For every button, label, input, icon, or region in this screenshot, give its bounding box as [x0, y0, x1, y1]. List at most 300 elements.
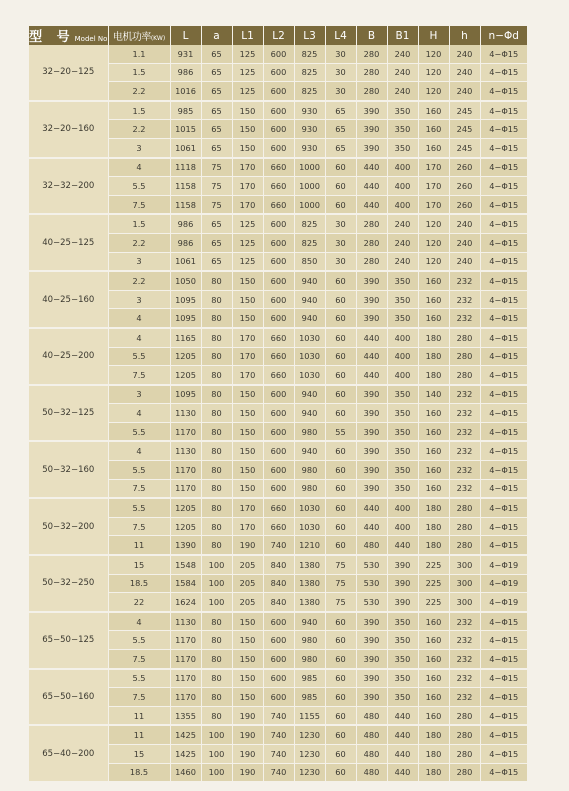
value-cell: 160	[418, 669, 449, 688]
value-cell: 120	[418, 63, 449, 82]
value-cell: 400	[387, 195, 418, 214]
value-cell: 1000	[294, 195, 325, 214]
value-cell: 350	[387, 479, 418, 498]
table-row	[29, 328, 527, 347]
table-row	[29, 725, 527, 744]
value-cell: 350	[387, 612, 418, 631]
value-cell: 530	[356, 574, 387, 593]
power-cell: 3	[108, 138, 170, 157]
value-cell: 232	[449, 404, 480, 423]
value-cell: 170	[232, 158, 263, 177]
table-row	[29, 271, 527, 290]
value-cell: 160	[418, 138, 449, 157]
value-cell: 150	[232, 650, 263, 669]
value-cell: 600	[263, 650, 294, 669]
value-cell: 400	[387, 498, 418, 517]
header-col-l4: L4	[325, 26, 356, 45]
model-cell: 50−32−200	[29, 498, 108, 555]
table-row	[29, 498, 527, 517]
value-cell: 660	[263, 366, 294, 385]
value-cell: 980	[294, 479, 325, 498]
value-cell: 600	[263, 669, 294, 688]
value-cell: 60	[325, 650, 356, 669]
value-cell: 4−Φ15	[480, 404, 527, 423]
value-cell: 350	[387, 422, 418, 441]
value-cell: 80	[201, 612, 232, 631]
value-cell: 4−Φ15	[480, 498, 527, 517]
value-cell: 1061	[170, 252, 201, 271]
power-cell: 7.5	[108, 479, 170, 498]
value-cell: 150	[232, 669, 263, 688]
value-cell: 245	[449, 101, 480, 120]
value-cell: 4−Φ15	[480, 63, 527, 82]
value-cell: 80	[201, 347, 232, 366]
value-cell: 280	[356, 252, 387, 271]
value-cell: 390	[356, 669, 387, 688]
value-cell: 60	[325, 536, 356, 555]
value-cell: 440	[356, 517, 387, 536]
power-cell: 3	[108, 252, 170, 271]
value-cell: 80	[201, 498, 232, 517]
value-cell: 4−Φ15	[480, 328, 527, 347]
power-cell: 1.5	[108, 214, 170, 233]
value-cell: 440	[356, 498, 387, 517]
value-cell: 100	[201, 574, 232, 593]
value-cell: 930	[294, 120, 325, 139]
value-cell: 480	[356, 744, 387, 763]
value-cell: 600	[263, 252, 294, 271]
value-cell: 150	[232, 479, 263, 498]
value-cell: 240	[449, 45, 480, 63]
value-cell: 140	[418, 385, 449, 404]
table-row	[29, 158, 527, 177]
value-cell: 600	[263, 214, 294, 233]
value-cell: 55	[325, 422, 356, 441]
power-cell: 11	[108, 725, 170, 744]
value-cell: 180	[418, 498, 449, 517]
power-cell: 4	[108, 404, 170, 423]
header-model-zh: 型 号	[29, 30, 75, 45]
value-cell: 1130	[170, 441, 201, 460]
table-row	[29, 612, 527, 631]
model-cell: 50−32−160	[29, 441, 108, 498]
value-cell: 60	[325, 177, 356, 196]
value-cell: 4−Φ15	[480, 82, 527, 101]
value-cell: 150	[232, 138, 263, 157]
value-cell: 1170	[170, 479, 201, 498]
value-cell: 986	[170, 63, 201, 82]
value-cell: 440	[387, 744, 418, 763]
value-cell: 80	[201, 290, 232, 309]
value-cell: 1230	[294, 744, 325, 763]
value-cell: 980	[294, 650, 325, 669]
value-cell: 232	[449, 271, 480, 290]
value-cell: 280	[449, 498, 480, 517]
value-cell: 400	[387, 158, 418, 177]
value-cell: 390	[356, 138, 387, 157]
value-cell: 390	[356, 479, 387, 498]
value-cell: 170	[232, 498, 263, 517]
value-cell: 440	[356, 177, 387, 196]
value-cell: 160	[418, 631, 449, 650]
value-cell: 60	[325, 612, 356, 631]
value-cell: 80	[201, 309, 232, 328]
value-cell: 440	[387, 725, 418, 744]
value-cell: 80	[201, 271, 232, 290]
value-cell: 350	[387, 101, 418, 120]
value-cell: 150	[232, 612, 263, 631]
value-cell: 150	[232, 101, 263, 120]
value-cell: 600	[263, 631, 294, 650]
value-cell: 232	[449, 422, 480, 441]
value-cell: 1390	[170, 536, 201, 555]
value-cell: 160	[418, 441, 449, 460]
value-cell: 980	[294, 461, 325, 480]
value-cell: 80	[201, 441, 232, 460]
value-cell: 660	[263, 177, 294, 196]
value-cell: 245	[449, 120, 480, 139]
value-cell: 300	[449, 574, 480, 593]
value-cell: 400	[387, 347, 418, 366]
table-row	[29, 101, 527, 120]
value-cell: 4−Φ15	[480, 214, 527, 233]
value-cell: 390	[356, 404, 387, 423]
value-cell: 440	[356, 366, 387, 385]
value-cell: 4−Φ15	[480, 479, 527, 498]
value-cell: 740	[263, 744, 294, 763]
power-cell: 15	[108, 555, 170, 574]
value-cell: 840	[263, 574, 294, 593]
value-cell: 1050	[170, 271, 201, 290]
value-cell: 1205	[170, 347, 201, 366]
model-cell: 32−20−160	[29, 101, 108, 158]
value-cell: 60	[325, 195, 356, 214]
power-cell: 2.2	[108, 233, 170, 252]
value-cell: 825	[294, 233, 325, 252]
value-cell: 940	[294, 309, 325, 328]
value-cell: 4−Φ15	[480, 252, 527, 271]
value-cell: 125	[232, 45, 263, 63]
value-cell: 400	[387, 177, 418, 196]
value-cell: 1030	[294, 517, 325, 536]
value-cell: 600	[263, 45, 294, 63]
value-cell: 4−Φ15	[480, 385, 527, 404]
header-power-zh: 电机功率	[112, 32, 151, 43]
value-cell: 986	[170, 214, 201, 233]
model-cell: 32−20−125	[29, 45, 108, 101]
value-cell: 1170	[170, 422, 201, 441]
table-row	[29, 441, 527, 460]
value-cell: 80	[201, 688, 232, 707]
value-cell: 740	[263, 706, 294, 725]
value-cell: 1130	[170, 404, 201, 423]
value-cell: 1030	[294, 347, 325, 366]
value-cell: 190	[232, 725, 263, 744]
value-cell: 390	[356, 461, 387, 480]
value-cell: 930	[294, 101, 325, 120]
value-cell: 1030	[294, 366, 325, 385]
value-cell: 600	[263, 63, 294, 82]
model-cell: 40−25−160	[29, 271, 108, 328]
value-cell: 120	[418, 45, 449, 63]
value-cell: 150	[232, 631, 263, 650]
value-cell: 80	[201, 404, 232, 423]
value-cell: 205	[232, 593, 263, 612]
header-model-en: Model No	[74, 35, 108, 43]
value-cell: 180	[418, 517, 449, 536]
value-cell: 980	[294, 631, 325, 650]
value-cell: 1355	[170, 706, 201, 725]
value-cell: 350	[387, 631, 418, 650]
value-cell: 940	[294, 441, 325, 460]
value-cell: 240	[387, 45, 418, 63]
value-cell: 1460	[170, 763, 201, 782]
value-cell: 180	[418, 347, 449, 366]
value-cell: 440	[356, 347, 387, 366]
power-cell: 7.5	[108, 517, 170, 536]
value-cell: 75	[325, 555, 356, 574]
value-cell: 75	[201, 195, 232, 214]
value-cell: 100	[201, 555, 232, 574]
value-cell: 1000	[294, 158, 325, 177]
value-cell: 1548	[170, 555, 201, 574]
value-cell: 980	[294, 422, 325, 441]
value-cell: 60	[325, 461, 356, 480]
power-cell: 11	[108, 536, 170, 555]
value-cell: 65	[325, 101, 356, 120]
value-cell: 30	[325, 82, 356, 101]
value-cell: 600	[263, 479, 294, 498]
value-cell: 160	[418, 309, 449, 328]
value-cell: 65	[325, 138, 356, 157]
value-cell: 986	[170, 233, 201, 252]
value-cell: 75	[201, 158, 232, 177]
value-cell: 480	[356, 536, 387, 555]
value-cell: 4−Φ15	[480, 650, 527, 669]
value-cell: 65	[201, 101, 232, 120]
value-cell: 660	[263, 158, 294, 177]
value-cell: 240	[449, 252, 480, 271]
value-cell: 390	[387, 574, 418, 593]
value-cell: 4−Φ15	[480, 763, 527, 782]
value-cell: 1380	[294, 555, 325, 574]
value-cell: 260	[449, 195, 480, 214]
value-cell: 160	[418, 404, 449, 423]
value-cell: 225	[418, 593, 449, 612]
value-cell: 530	[356, 593, 387, 612]
value-cell: 660	[263, 517, 294, 536]
value-cell: 1158	[170, 177, 201, 196]
power-cell: 11	[108, 706, 170, 725]
value-cell: 440	[356, 158, 387, 177]
value-cell: 80	[201, 479, 232, 498]
value-cell: 150	[232, 461, 263, 480]
power-cell: 5.5	[108, 347, 170, 366]
value-cell: 600	[263, 612, 294, 631]
value-cell: 390	[356, 120, 387, 139]
value-cell: 660	[263, 347, 294, 366]
power-cell: 5.5	[108, 461, 170, 480]
model-cell: 40−25−125	[29, 214, 108, 271]
header-col-a: a	[201, 26, 232, 45]
table-body	[29, 45, 527, 782]
value-cell: 60	[325, 347, 356, 366]
value-cell: 60	[325, 328, 356, 347]
value-cell: 350	[387, 309, 418, 328]
value-cell: 150	[232, 441, 263, 460]
value-cell: 232	[449, 479, 480, 498]
value-cell: 660	[263, 498, 294, 517]
power-cell: 7.5	[108, 688, 170, 707]
value-cell: 1170	[170, 688, 201, 707]
value-cell: 125	[232, 233, 263, 252]
value-cell: 100	[201, 593, 232, 612]
power-cell: 7.5	[108, 195, 170, 214]
value-cell: 232	[449, 631, 480, 650]
value-cell: 80	[201, 366, 232, 385]
value-cell: 180	[418, 763, 449, 782]
value-cell: 280	[449, 517, 480, 536]
value-cell: 150	[232, 309, 263, 328]
value-cell: 390	[356, 688, 387, 707]
value-cell: 390	[356, 631, 387, 650]
value-cell: 65	[201, 214, 232, 233]
value-cell: 180	[418, 536, 449, 555]
value-cell: 150	[232, 271, 263, 290]
value-cell: 1095	[170, 309, 201, 328]
value-cell: 65	[201, 252, 232, 271]
value-cell: 170	[232, 517, 263, 536]
value-cell: 60	[325, 158, 356, 177]
value-cell: 170	[418, 158, 449, 177]
model-cell: 32−32−200	[29, 158, 108, 215]
value-cell: 1118	[170, 158, 201, 177]
value-cell: 1205	[170, 517, 201, 536]
value-cell: 600	[263, 82, 294, 101]
value-cell: 125	[232, 252, 263, 271]
value-cell: 4−Φ15	[480, 158, 527, 177]
value-cell: 60	[325, 688, 356, 707]
value-cell: 390	[356, 309, 387, 328]
value-cell: 60	[325, 290, 356, 309]
value-cell: 350	[387, 271, 418, 290]
value-cell: 190	[232, 744, 263, 763]
value-cell: 1210	[294, 536, 325, 555]
value-cell: 350	[387, 441, 418, 460]
value-cell: 245	[449, 138, 480, 157]
header-col-h-lower: h	[449, 26, 480, 45]
value-cell: 240	[449, 214, 480, 233]
value-cell: 1015	[170, 120, 201, 139]
table-row	[29, 214, 527, 233]
value-cell: 60	[325, 725, 356, 744]
value-cell: 100	[201, 725, 232, 744]
value-cell: 940	[294, 290, 325, 309]
value-cell: 1016	[170, 82, 201, 101]
header-col-l3: L3	[294, 26, 325, 45]
value-cell: 600	[263, 233, 294, 252]
value-cell: 160	[418, 612, 449, 631]
power-cell: 4	[108, 158, 170, 177]
value-cell: 150	[232, 290, 263, 309]
value-cell: 4−Φ19	[480, 593, 527, 612]
value-cell: 240	[449, 233, 480, 252]
value-cell: 280	[449, 725, 480, 744]
value-cell: 480	[356, 763, 387, 782]
value-cell: 4−Φ15	[480, 536, 527, 555]
value-cell: 985	[170, 101, 201, 120]
value-cell: 1584	[170, 574, 201, 593]
value-cell: 280	[449, 347, 480, 366]
value-cell: 600	[263, 271, 294, 290]
value-cell: 390	[356, 385, 387, 404]
value-cell: 390	[356, 612, 387, 631]
value-cell: 1158	[170, 195, 201, 214]
value-cell: 300	[449, 593, 480, 612]
value-cell: 232	[449, 290, 480, 309]
value-cell: 1155	[294, 706, 325, 725]
value-cell: 280	[356, 233, 387, 252]
value-cell: 232	[449, 461, 480, 480]
value-cell: 80	[201, 517, 232, 536]
value-cell: 150	[232, 120, 263, 139]
value-cell: 4−Φ19	[480, 555, 527, 574]
value-cell: 400	[387, 366, 418, 385]
value-cell: 350	[387, 385, 418, 404]
value-cell: 440	[387, 536, 418, 555]
value-cell: 4−Φ15	[480, 461, 527, 480]
power-cell: 5.5	[108, 177, 170, 196]
value-cell: 80	[201, 650, 232, 669]
value-cell: 65	[201, 63, 232, 82]
header-power	[108, 26, 170, 45]
value-cell: 390	[356, 271, 387, 290]
power-cell: 7.5	[108, 650, 170, 669]
value-cell: 1170	[170, 461, 201, 480]
value-cell: 600	[263, 441, 294, 460]
value-cell: 1170	[170, 669, 201, 688]
value-cell: 4−Φ15	[480, 309, 527, 328]
value-cell: 240	[387, 63, 418, 82]
value-cell: 170	[232, 328, 263, 347]
value-cell: 280	[449, 763, 480, 782]
value-cell: 100	[201, 744, 232, 763]
model-cell: 65−40−200	[29, 725, 108, 782]
value-cell: 160	[418, 479, 449, 498]
value-cell: 30	[325, 45, 356, 63]
value-cell: 190	[232, 706, 263, 725]
power-cell: 2.2	[108, 120, 170, 139]
value-cell: 180	[418, 328, 449, 347]
value-cell: 60	[325, 441, 356, 460]
value-cell: 150	[232, 688, 263, 707]
value-cell: 1170	[170, 650, 201, 669]
value-cell: 60	[325, 404, 356, 423]
value-cell: 840	[263, 555, 294, 574]
value-cell: 80	[201, 669, 232, 688]
model-cell: 65−50−160	[29, 669, 108, 726]
value-cell: 80	[201, 328, 232, 347]
value-cell: 100	[201, 763, 232, 782]
value-cell: 740	[263, 725, 294, 744]
value-cell: 4−Φ15	[480, 612, 527, 631]
value-cell: 940	[294, 385, 325, 404]
value-cell: 1205	[170, 366, 201, 385]
power-cell: 3	[108, 385, 170, 404]
value-cell: 4−Φ15	[480, 631, 527, 650]
power-cell: 3	[108, 290, 170, 309]
table-row	[29, 385, 527, 404]
